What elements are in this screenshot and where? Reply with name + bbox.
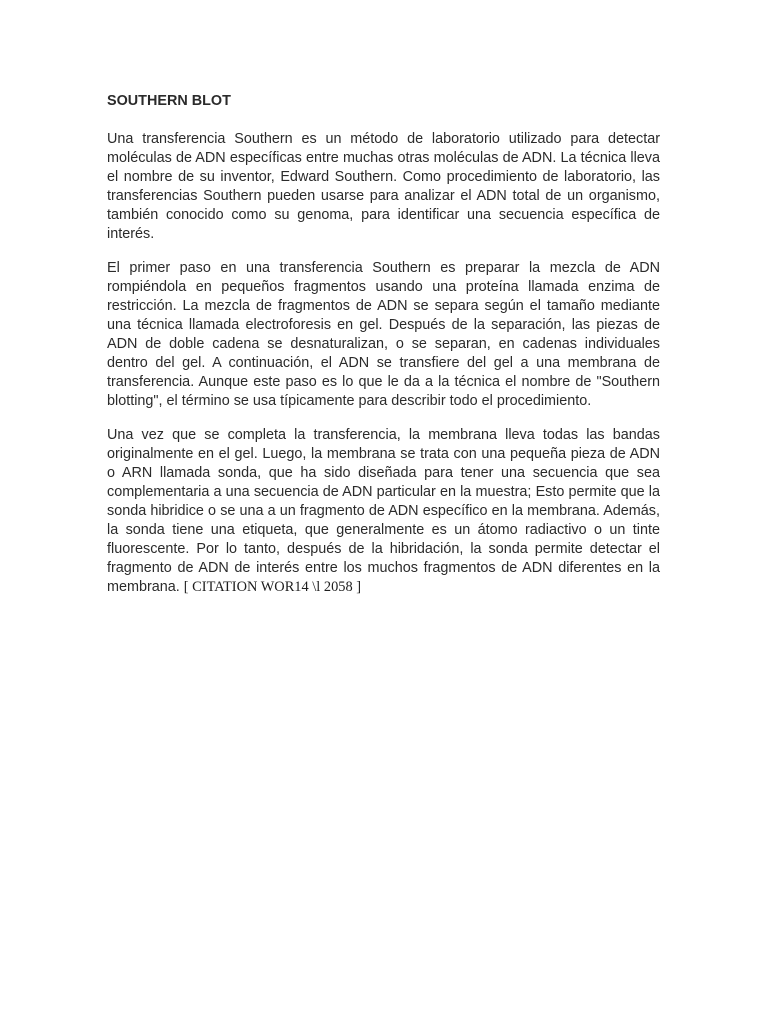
- paragraph-1: Una transferencia Southern es un método de laboratorio utilizado para detectar moléculas de ADN específicas entre muchas otras moléculas de ADN. La técnica lleva el nombre de su inventor, Edward Southern. Como procedimiento de laboratorio, las transferencias Southern pueden usarse para analizar el ADN total de un organismo, también conocido como su genoma, para identificar una secuencia específica de interés.: [107, 131, 660, 242]
- paragraph-2: El primer paso en una transferencia Southern es preparar la mezcla de ADN rompiéndola en pequeños fragmentos usando una proteína llamada enzima de restricción. La mezcla de fragmentos de ADN se separa según el tamaño mediante una técnica llamada electroforesis en gel. Después de la separación, las piezas de ADN de doble cadena se desnaturalizan, o se separan, en cadenas individuales dentro del gel. A continuación, el ADN se transfiere del gel a una membrana de transferencia. Aunque este paso es lo que le da a la técnica el nombre de "Southern blotting", el término se usa típicamente para describir todo el procedimiento.: [107, 260, 660, 409]
- citation-field: [ CITATION WOR14 \l 2058 ]: [183, 579, 362, 595]
- paragraph-3-text: Una vez que se completa la transferencia, la membrana lleva todas las bandas originalmente en el gel. Luego, la membrana se trata con una pequeña pieza de ADN o ARN llamada sonda, que ha sido diseñada para tener una secuencia que sea complementaria a una secuencia de ADN particular en la muestra; Esto permite que la sonda hibridice o se una a un fragmento de ADN específico en la membrana. Además, la sonda tiene una etiqueta, que generalmente es un átomo radiactivo o un tinte fluorescente. Por lo tanto, después de la hibridación, la sonda permite detectar el fragmento de ADN de interés entre los muchos fragmentos de ADN diferentes en la membrana.: [107, 427, 660, 595]
- document-title: SOUTHERN BLOT: [107, 93, 231, 109]
- paragraph-3: [107, 426, 660, 597]
- document-body: [107, 92, 660, 612]
